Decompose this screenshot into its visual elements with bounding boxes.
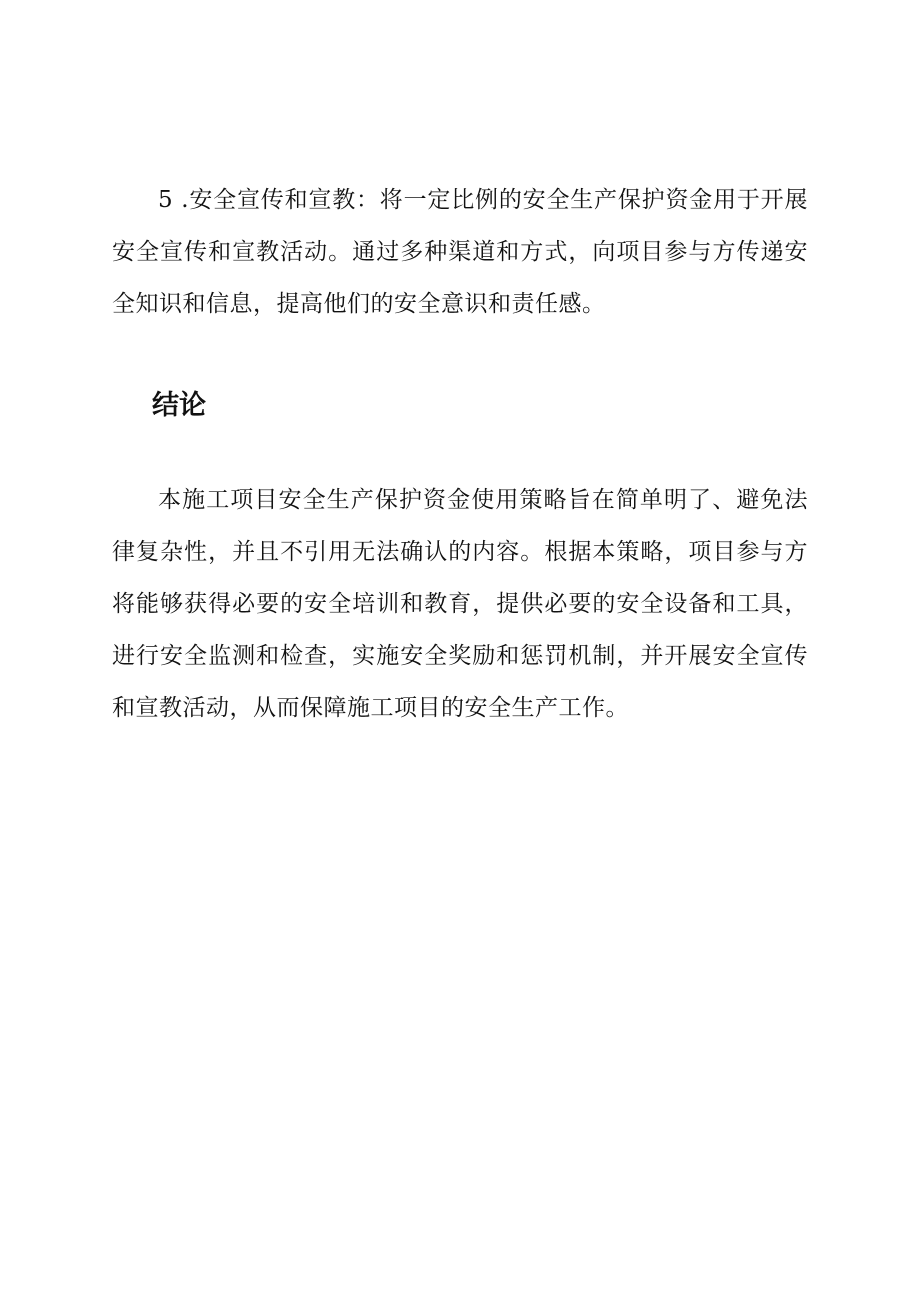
conclusion-heading: 结论 [152, 390, 206, 421]
item5-paragraph: 5 .安全宣传和宣教：将一定比例的安全生产保护资金用于开展安全宣传和宣教活动。通过多种渠道和方式，向项目参与方传递安全知识和信息，提高他们的安全意识和责任感。 [112, 187, 808, 317]
conclusion-paragraph: 本施工项目安全生产保护资金使用策略旨在简单明了、避免法律复杂性，并且不引用无法确认的内容。根据本策略，项目参与方将能够获得必要的安全培训和教育，提供必要的安全设备和工具，进行安全监测和检查，实施安全奖励和惩罚机制，并开展安全宣传和宣教活动，从而保障施工项目的安全生产工作。 [112, 487, 808, 721]
